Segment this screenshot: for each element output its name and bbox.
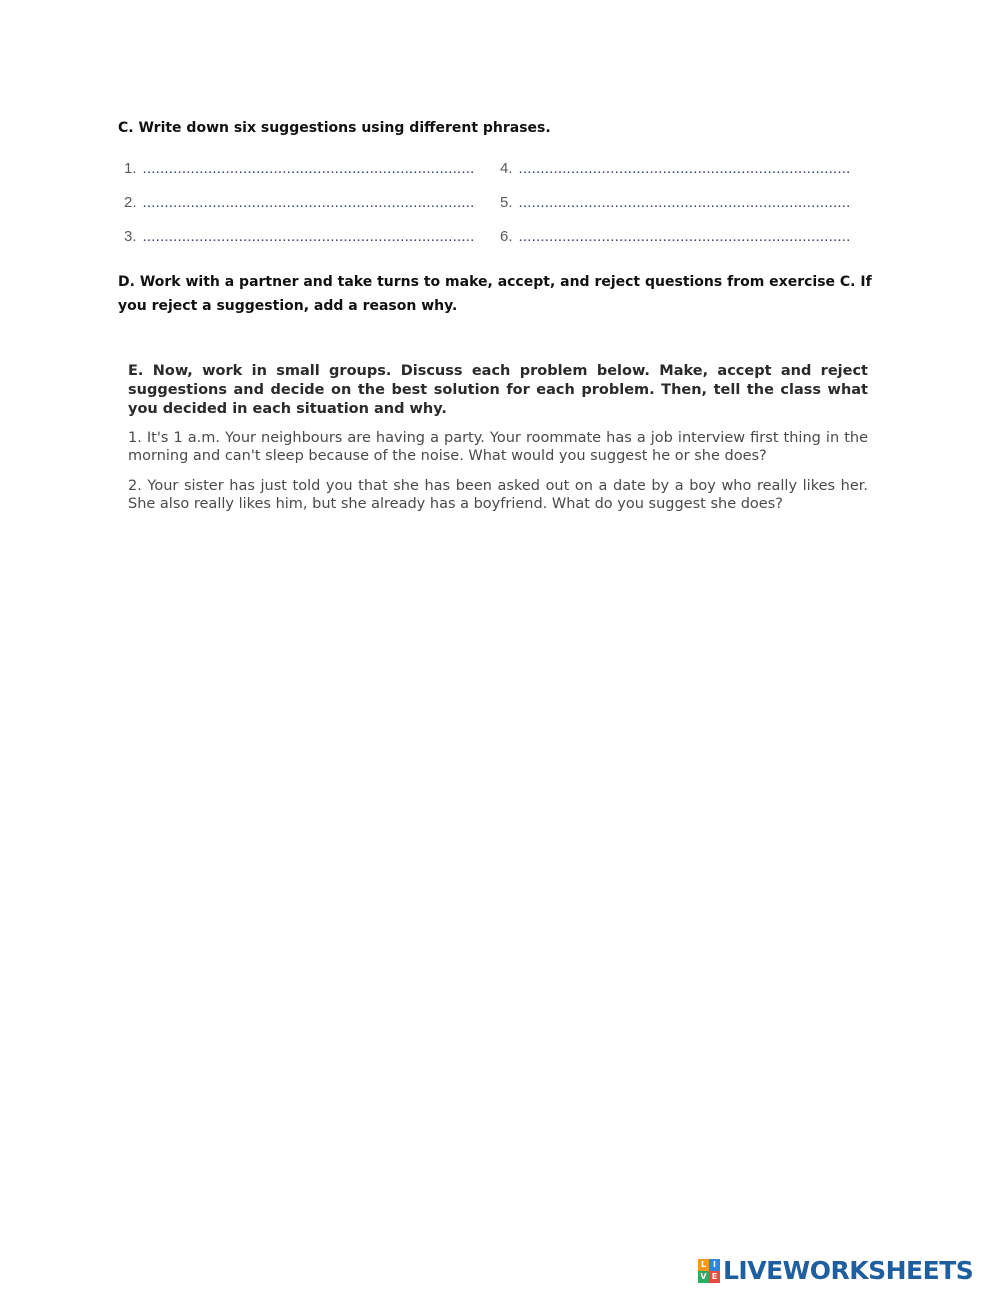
blank-row bbox=[124, 160, 872, 182]
blank-row bbox=[124, 194, 872, 216]
blank-row bbox=[124, 228, 872, 250]
section-d-title: D. Work with a partner and take turns to make, accept, and reject questions from exercise C. If you reject a suggestion, add a reason why. bbox=[118, 274, 872, 314]
logo-mark-letter: L bbox=[698, 1259, 709, 1271]
blank-dots: ............................................................................ bbox=[142, 194, 475, 211]
blank-dots: ............................................................................ bbox=[142, 160, 475, 177]
section-c-title: C. Write down six suggestions using different phrases. bbox=[118, 120, 551, 136]
logo-text: LIVEWORKSHEETS bbox=[723, 1256, 974, 1285]
blank-number: 2. bbox=[124, 194, 137, 211]
answer-blank-2[interactable] bbox=[124, 194, 500, 211]
problem-1: 1. It's 1 a.m. Your neighbours are having a party. Your roommate has a job interview first thing in the morning and can't sleep because of the noise. What would you suggest he or she does? bbox=[128, 430, 868, 464]
blank-number: 4. bbox=[500, 160, 513, 177]
section-e-block bbox=[128, 362, 868, 525]
blank-dots: ............................................................................ bbox=[142, 228, 475, 245]
answer-blank-4[interactable] bbox=[500, 160, 872, 177]
blank-number: 3. bbox=[124, 228, 137, 245]
logo-mark-letter: E bbox=[709, 1271, 720, 1283]
blank-dots: ............................................................................ bbox=[518, 194, 851, 211]
logo-mark-letter: I bbox=[709, 1259, 720, 1271]
answer-blank-5[interactable] bbox=[500, 194, 872, 211]
answer-blank-1[interactable] bbox=[124, 160, 500, 177]
problem-2: 2. Your sister has just told you that she has been asked out on a date by a boy who really likes her. She also really likes him, but she already has a boyfriend. What do you suggest she does? bbox=[128, 478, 868, 512]
answer-blank-6[interactable] bbox=[500, 228, 872, 245]
blank-number: 6. bbox=[500, 228, 513, 245]
blank-number: 1. bbox=[124, 160, 137, 177]
blank-number: 5. bbox=[500, 194, 513, 211]
blank-dots: ............................................................................ bbox=[518, 160, 851, 177]
section-e-title: E. Now, work in small groups. Discuss each problem below. Make, accept and reject suggestions and decide on the best solution for each problem. Then, tell the class what you decided in each situation and why. bbox=[128, 363, 868, 417]
answer-blank-3[interactable] bbox=[124, 228, 500, 245]
logo-mark-icon bbox=[698, 1259, 720, 1283]
blank-dots: ............................................................................ bbox=[518, 228, 851, 245]
logo-mark-letter: V bbox=[698, 1271, 709, 1283]
liveworksheets-logo[interactable] bbox=[698, 1256, 973, 1286]
